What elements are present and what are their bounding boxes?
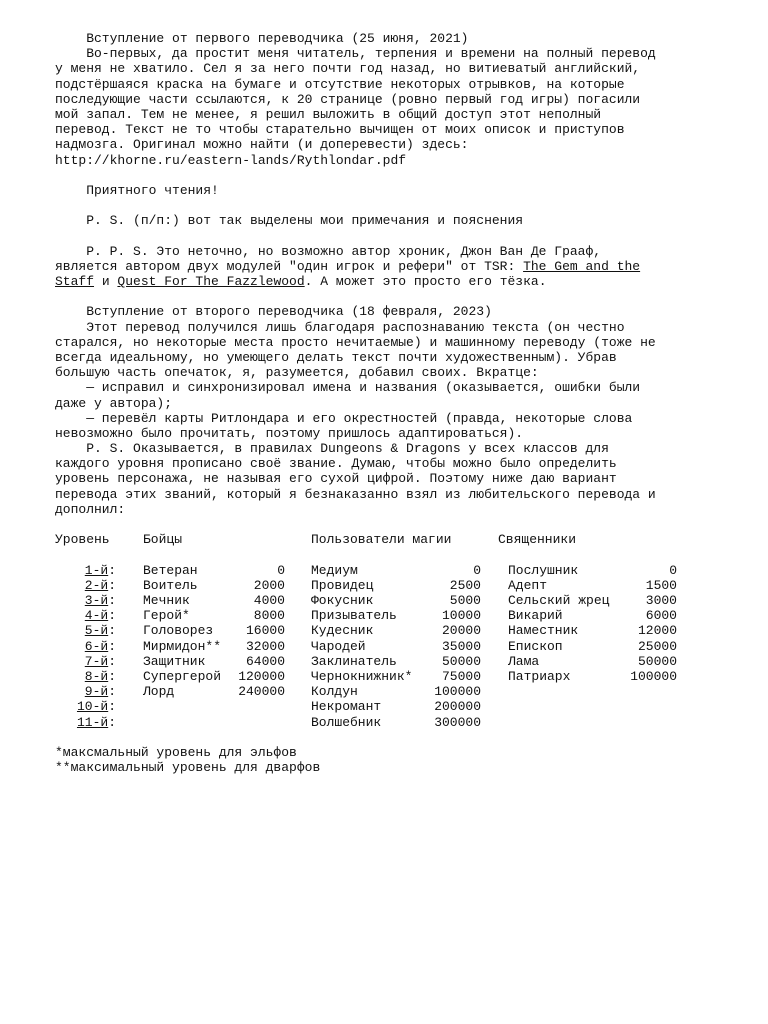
fighter-title-cell: Защитник bbox=[143, 653, 206, 669]
intro2-line: — исправил и синхронизировал имена и названия (оказывается, ошибки были bbox=[55, 380, 641, 396]
footnote-elves: *максмальный уровень для эльфов bbox=[55, 744, 297, 760]
fighter-title-cell: Воитель bbox=[143, 577, 198, 593]
intro2-line: большую часть опечаток, я, разумеется, добавил своих. Вкратце: bbox=[55, 365, 539, 381]
magic-xp-cell: 0 bbox=[473, 562, 481, 578]
document-page bbox=[55, 31, 725, 775]
fighter-xp-cell: 0 bbox=[277, 562, 285, 578]
priest-title-cell: Епископ bbox=[508, 638, 563, 654]
intro2-line: уровень персонажа, не называя его сухой цифрой. Поэтому ниже даю вариант bbox=[55, 471, 617, 487]
intro1-body bbox=[55, 46, 725, 168]
magic-xp-cell: 50000 bbox=[441, 653, 481, 669]
magic-xp-cell: 10000 bbox=[441, 608, 481, 624]
intro2-body bbox=[55, 320, 725, 517]
titles-table bbox=[55, 532, 725, 745]
fighter-title-cell: Мирмидон** bbox=[143, 638, 222, 654]
intro2-line: P. S. Оказывается, в правилах Dungeons & Dragons у всех классов для bbox=[55, 441, 609, 457]
intro2-title: Вступление от второго переводчика (18 февраля, 2023) bbox=[55, 304, 492, 320]
fazzlewood-link[interactable]: Quest For The Fazzlewood bbox=[117, 274, 305, 289]
magic-title-cell: Призыватель bbox=[311, 608, 397, 624]
intro1-line: надмозга. Оригинал можно найти (и доперевести) здесь: bbox=[55, 137, 469, 153]
priest-xp-cell: 12000 bbox=[637, 623, 677, 639]
level-cell: 9-й: bbox=[84, 684, 116, 700]
fighter-xp-cell: 16000 bbox=[245, 623, 285, 639]
level-cell: 8-й: bbox=[84, 668, 116, 684]
fighter-xp-cell: 32000 bbox=[245, 638, 285, 654]
pps-line-2: является автором двух модулей "один игрок и рефери" от TSR: The Gem and the bbox=[55, 258, 641, 274]
fighter-title-cell: Герой* bbox=[143, 608, 190, 624]
intro1-title: Вступление от первого переводчика (25 июня, 2021) bbox=[55, 31, 469, 46]
intro2-line: каждого уровня прописано своё звание. Думаю, чтобы можно было определить bbox=[55, 456, 617, 472]
priest-title-cell: Послушник bbox=[508, 562, 579, 578]
table-header bbox=[55, 532, 725, 547]
priest-xp-cell: 6000 bbox=[645, 608, 677, 624]
intro2-line: старался, но некоторые места просто нечитаемые) и машинному переводу (тоже не bbox=[55, 334, 656, 350]
magic-xp-cell: 100000 bbox=[434, 684, 481, 700]
magic-title-cell: Медиум bbox=[311, 562, 358, 578]
pps-line-3: Staff и Quest For The Fazzlewood. А может это просто его тёзка. bbox=[55, 274, 547, 289]
magic-title-cell: Чародей bbox=[311, 638, 366, 654]
fighter-xp-cell: 120000 bbox=[238, 668, 285, 684]
magic-xp-cell: 300000 bbox=[434, 714, 481, 730]
magic-title-cell: Некромант bbox=[311, 699, 382, 715]
priest-title-cell: Патриарх bbox=[508, 668, 571, 684]
table-row bbox=[55, 578, 725, 593]
priest-xp-cell: 50000 bbox=[637, 653, 677, 669]
header-magic: Пользователи магии bbox=[311, 532, 452, 548]
header-priests: Священники bbox=[498, 532, 577, 548]
level-cell: 1-й: bbox=[84, 562, 116, 578]
level-cell: 3-й: bbox=[84, 592, 116, 608]
priest-title-cell: Викарий bbox=[508, 608, 563, 624]
priest-title-cell: Лама bbox=[508, 653, 540, 669]
fighter-xp-cell: 64000 bbox=[245, 653, 285, 669]
intro1-line: мой запал. Тем не менее, я решил выложить в общий доступ этот неполный bbox=[55, 106, 602, 122]
magic-title-cell: Колдун bbox=[311, 684, 358, 700]
priest-xp-cell: 1500 bbox=[645, 577, 677, 593]
intro2-line: всегда идеальному, но умеющего делать текст почти художественным). Убрав bbox=[55, 349, 617, 365]
table-row bbox=[55, 639, 725, 654]
level-cell: 2-й: bbox=[84, 577, 116, 593]
level-cell: 5-й: bbox=[84, 623, 116, 639]
priest-xp-cell: 0 bbox=[669, 562, 677, 578]
intro2-line: — перевёл карты Ритлондара и его окрестностей (правда, некоторые слова bbox=[55, 410, 633, 426]
table-row bbox=[55, 608, 725, 623]
magic-title-cell: Провидец bbox=[311, 577, 374, 593]
magic-xp-cell: 20000 bbox=[441, 623, 481, 639]
fighter-title-cell: Ветеран bbox=[143, 562, 198, 578]
table-row bbox=[55, 669, 725, 684]
magic-xp-cell: 5000 bbox=[449, 592, 481, 608]
priest-xp-cell: 100000 bbox=[630, 668, 677, 684]
priest-title-cell: Адепт bbox=[508, 577, 548, 593]
intro2-line: дополнил: bbox=[55, 501, 126, 517]
intro2-line: перевода этих званий, который я безнаказанно взял из любительского перевода и bbox=[55, 486, 656, 502]
fighter-xp-cell: 2000 bbox=[253, 577, 285, 593]
header-level: Уровень bbox=[55, 532, 110, 548]
level-cell: 7-й: bbox=[84, 653, 116, 669]
priest-xp-cell: 25000 bbox=[637, 638, 677, 654]
table-row bbox=[55, 593, 725, 608]
ps-line: P. S. (п/п:) вот так выделены мои примечания и пояснения bbox=[55, 213, 524, 229]
priest-xp-cell: 3000 bbox=[645, 592, 677, 608]
intro1-line: у меня не хватило. Сел я за него почти год назад, но витиеватый английский, bbox=[55, 61, 641, 77]
level-cell: 6-й: bbox=[84, 638, 116, 654]
table-row bbox=[55, 699, 725, 714]
intro1-line: http://khorne.ru/eastern-lands/Rythlondar.pdf bbox=[55, 152, 407, 168]
magic-title-cell: Заклинатель bbox=[311, 653, 397, 669]
fighter-title-cell: Головорез bbox=[143, 623, 214, 639]
gem-and-staff-link[interactable]: The Gem and the bbox=[523, 258, 641, 274]
fighter-title-cell: Мечник bbox=[143, 592, 190, 608]
magic-title-cell: Чернокнижник* bbox=[311, 668, 413, 684]
intro1-line: подстёршаяся краска на бумаге и отсутствие некоторых отрывков, на которые bbox=[55, 76, 625, 92]
intro1-line: последующие части ссылаются, к 20 странице (ровно первый год игры) погасили bbox=[55, 91, 641, 107]
level-cell: 11-й: bbox=[76, 714, 116, 730]
intro1-line: перевод. Текст не то чтобы старательно вычищен от моих описок и приступов bbox=[55, 122, 625, 138]
table-row bbox=[55, 563, 725, 578]
table-row bbox=[55, 715, 725, 730]
priest-title-cell: Сельский жрец bbox=[508, 592, 610, 608]
intro1-line: Во-первых, да простит меня читатель, терпения и времени на полный перевод bbox=[55, 46, 656, 62]
fighter-xp-cell: 8000 bbox=[253, 608, 285, 624]
magic-title-cell: Фокусник bbox=[311, 592, 374, 608]
intro2-line: даже у автора); bbox=[55, 395, 173, 411]
magic-xp-cell: 2500 bbox=[449, 577, 481, 593]
magic-xp-cell: 35000 bbox=[441, 638, 481, 654]
table-row bbox=[55, 623, 725, 638]
magic-xp-cell: 200000 bbox=[434, 699, 481, 715]
level-cell: 10-й: bbox=[76, 699, 116, 715]
priest-title-cell: Наместник bbox=[508, 623, 579, 639]
enjoy-line: Приятного чтения! bbox=[55, 182, 219, 198]
gem-and-staff-link-cont[interactable]: Staff bbox=[55, 274, 95, 289]
pps-line-1: P. P. S. Это неточно, но возможно автор хроник, Джон Ван Де Грааф, bbox=[55, 243, 602, 259]
fighter-title-cell: Супергерой bbox=[143, 668, 222, 684]
level-cell: 4-й: bbox=[84, 608, 116, 624]
intro2-line: Этот перевод получился лишь благодаря распознаванию текста (он честно bbox=[55, 319, 625, 335]
fighter-xp-cell: 4000 bbox=[253, 592, 285, 608]
fighter-xp-cell: 240000 bbox=[238, 684, 285, 700]
table-row bbox=[55, 654, 725, 669]
footnote-dwarves: **максимальный уровень для дварфов bbox=[55, 760, 321, 776]
intro2-line: невозможно было прочитать, поэтому пришлось адаптироваться). bbox=[55, 425, 524, 441]
table-row bbox=[55, 684, 725, 699]
fighter-title-cell: Лорд bbox=[143, 684, 175, 700]
magic-xp-cell: 75000 bbox=[441, 668, 481, 684]
header-fighters: Бойцы bbox=[143, 532, 183, 548]
magic-title-cell: Волшебник bbox=[311, 714, 382, 730]
magic-title-cell: Кудесник bbox=[311, 623, 374, 639]
